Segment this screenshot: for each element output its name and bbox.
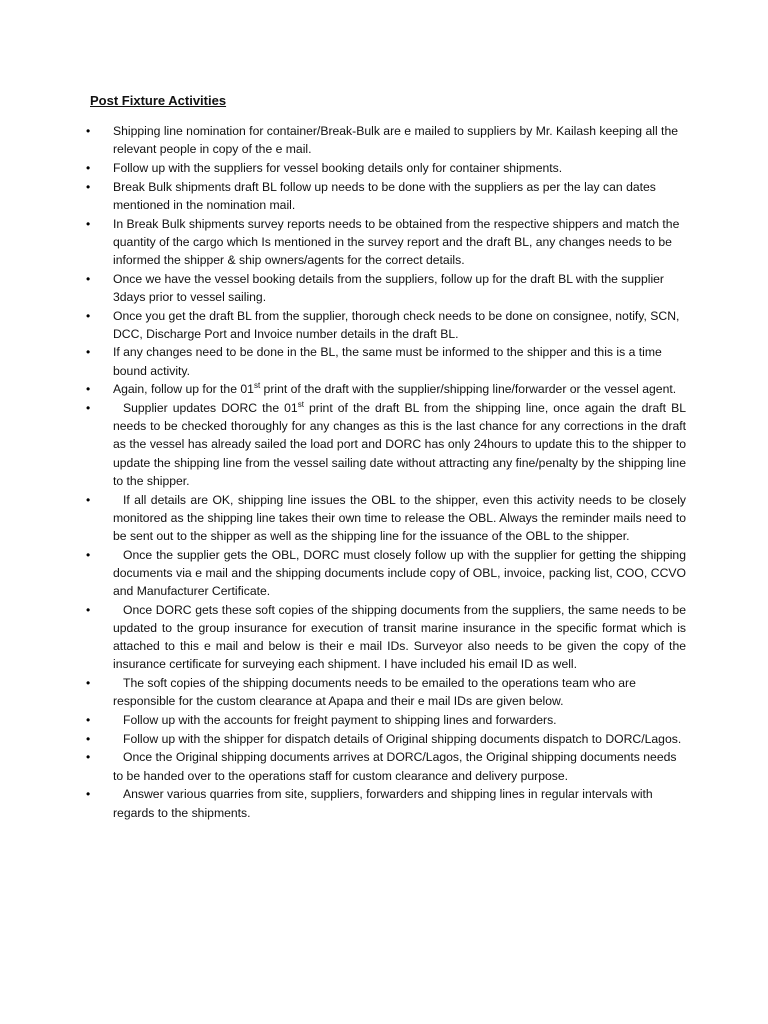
list-item [86, 159, 686, 177]
list-item [86, 122, 686, 158]
document-title: Post Fixture Activities [90, 93, 227, 108]
list-item-text: Once the supplier gets the OBL, DORC must closely follow up with the supplier for getting the shipping documents via e mail and the shipping documents include copy of OBL, invoice, packing list, COO, CCVO and Manufacturer Certificate. [113, 547, 686, 599]
bullet-icon: • [86, 602, 91, 617]
list-item [86, 491, 686, 546]
list-item-text: Supplier updates DORC the 01st print of the draft BL from the shipping line, once again the draft BL needs to be checked thoroughly for any changes as this is the last chance for any corrections in the draft as the vessel has already sailed the load port and DORC has only 24hours to update this to the shipper to update the shipping line from the vessel sailing date without attracting any fine/penalty by the shipping line to the shipper. [113, 399, 687, 488]
list-item-text: Follow up with the accounts for freight payment to shipping lines and forwarders. [123, 713, 557, 727]
list-item-text: The soft copies of the shipping documents needs to be emailed to the operations team who are responsible for the custom clearance at Apapa and their e mail IDs are given below. [113, 676, 636, 709]
bullet-icon: • [86, 401, 91, 416]
bullet-icon: • [86, 179, 91, 194]
list-item [86, 674, 686, 710]
list-item [86, 748, 686, 784]
list-item-text: Shipping line nomination for container/Break-Bulk are e mailed to suppliers by Mr. Kailash keeping all the relevant people in copy of the e mail. [113, 124, 678, 157]
list-item [86, 399, 686, 490]
list-item [86, 730, 686, 748]
bullet-icon: • [86, 308, 91, 323]
bullet-icon: • [86, 731, 91, 746]
list-item [86, 711, 686, 729]
list-item-text: If any changes need to be done in the BL, the same must be informed to the shipper and this is a time bound activity. [113, 345, 662, 378]
list-item-text: Again, follow up for the 01st print of the draft with the supplier/shipping line/forwarder or the vessel agent. [113, 381, 677, 397]
list-item-text: In Break Bulk shipments survey reports needs to be obtained from the respective shippers and match the quantity of the cargo which Is mentioned in the survey report and the draft BL, any changes needs to be informed the shipper & ship owners/agents for the correct details. [113, 216, 680, 267]
bullet-icon: • [86, 124, 91, 138]
bullet-icon: • [86, 345, 91, 360]
list-item-text: Answer various quarries from site, suppliers, forwarders and shipping lines in regular intervals with regards to the shipments. [113, 787, 653, 820]
list-item-text: Once the Original shipping documents arrives at DORC/Lagos, the Original shipping documents needs to be handed over to the operations staff for custom clearance and delivery purpose. [113, 750, 677, 783]
bullet-icon: • [86, 216, 91, 231]
list-item [86, 307, 686, 343]
list-item-text: Break Bulk shipments draft BL follow up needs to be done with the suppliers as per the lay can dates mentioned in the nomination mail. [113, 179, 656, 212]
list-item [86, 343, 686, 379]
bullet-icon: • [86, 787, 91, 802]
list-item [86, 601, 686, 674]
bullet-icon: • [86, 382, 91, 397]
activities-list [86, 122, 686, 822]
list-item [86, 546, 686, 601]
bullet-icon: • [86, 492, 91, 507]
list-item [86, 785, 686, 821]
bullet-icon: • [86, 271, 91, 286]
list-item [86, 270, 686, 306]
list-item-text: Follow up with the shipper for dispatch details of Original shipping documents dispatch to DORC/Lagos. [123, 731, 682, 746]
list-item-text: Once we have the vessel booking details from the suppliers, follow up for the draft BL with the supplier 3days prior to vessel sailing. [113, 271, 664, 304]
bullet-icon: • [86, 547, 91, 562]
bullet-icon: • [86, 676, 91, 691]
list-item-text: Follow up with the suppliers for vessel booking details only for container shipments. [113, 160, 563, 175]
bullet-icon: • [86, 750, 91, 765]
list-item-text: Once you get the draft BL from the supplier, thorough check needs to be done on consignee, notify, SCN, DCC, Discharge Port and Invoice number details in the draft BL. [113, 308, 680, 341]
bullet-icon: • [86, 160, 91, 175]
bullet-icon: • [86, 713, 91, 727]
list-item [86, 380, 686, 398]
list-item-text: If all details are OK, shipping line issues the OBL to the shipper, even this activity needs to be closely monitored as the shipping line takes their own time to release the OBL. Always the reminder mails need to be sent out to the shipper as well as the shipping line for the issuance of the OBL to the shipper. [113, 492, 686, 543]
list-item [86, 178, 686, 214]
list-item [86, 215, 686, 270]
list-item-text: Once DORC gets these soft copies of the shipping documents from the suppliers, the same needs to be updated to the group insurance for execution of transit marine insurance in the specific format which is attached to this e mail and below is their e mail IDs. Surveyor also needs to be given the copy of the insurance certificate for surveying each shipment. I have included his email ID as well. [113, 602, 686, 672]
